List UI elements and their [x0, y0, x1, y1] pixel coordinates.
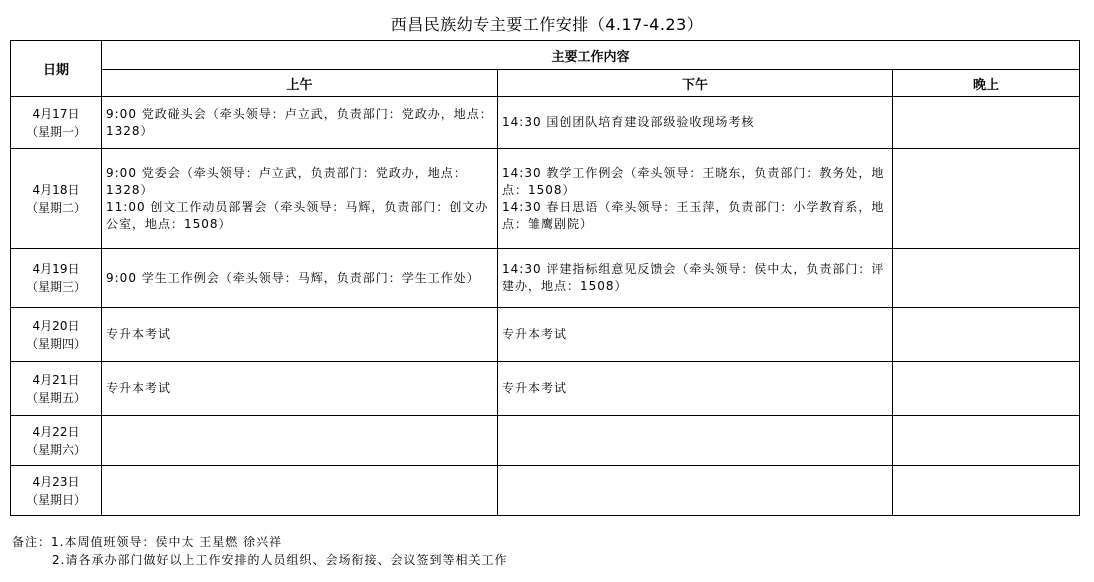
afternoon-cell	[498, 466, 893, 516]
date-header: 日期	[11, 41, 102, 97]
table-row	[11, 362, 1080, 416]
note-line-1: 备注：1.本周值班领导：侯中太 王星燃 徐兴祥	[12, 535, 283, 549]
weekday-label: （星期二）	[25, 200, 86, 215]
weekday-label: （星期日）	[25, 492, 86, 507]
evening-cell	[893, 466, 1080, 516]
weekday-label: （星期三）	[25, 280, 86, 294]
afternoon-entry: 14:30 评建指标组意见反馈会（牵头领导：侯中太，负责部门：评建办，地点：1508）	[502, 262, 885, 293]
weekday-label: （星期六）	[25, 442, 86, 457]
weekday-label: （星期一）	[25, 124, 86, 139]
date-label: 4月17日	[32, 106, 80, 121]
table-row	[11, 97, 1080, 149]
afternoon-entry: 14:30 国创团队培育建设部级验收现场考核	[502, 115, 755, 129]
afternoon-cell	[498, 362, 893, 416]
date-cell	[11, 97, 102, 149]
morning-cell	[102, 416, 498, 466]
afternoon-cell	[498, 308, 893, 362]
evening-cell	[893, 416, 1080, 466]
date-label: 4月21日	[32, 372, 80, 387]
table-row	[11, 416, 1080, 466]
evening-cell	[893, 149, 1080, 249]
date-cell	[11, 416, 102, 466]
morning-cell	[102, 466, 498, 516]
morning-cell	[102, 362, 498, 416]
evening-header: 晚上	[893, 70, 1080, 97]
morning-header: 上午	[102, 70, 498, 97]
afternoon-entry: 专升本考试	[502, 327, 568, 341]
date-cell	[11, 466, 102, 516]
afternoon-cell	[498, 416, 893, 466]
afternoon-cell	[498, 249, 893, 308]
morning-entry: 9:00 党政碰头会（牵头领导：卢立武，负责部门：党政办，地点：1328）	[106, 106, 493, 138]
morning-entry: 专升本考试	[106, 381, 172, 395]
afternoon-entry: 14:30 教学工作例会（牵头领导：王晓东，负责部门：教务处，地点：1508）	[502, 165, 885, 197]
table-row	[11, 149, 1080, 249]
evening-cell	[893, 308, 1080, 362]
notes	[12, 533, 507, 569]
date-cell	[11, 149, 102, 249]
morning-cell	[102, 249, 498, 308]
table-row	[11, 249, 1080, 308]
main-content-header: 主要工作内容	[102, 41, 1080, 70]
schedule-table	[10, 40, 1080, 516]
page-title: 西昌民族幼专主要工作安排（4.17-4.23）	[390, 15, 704, 34]
afternoon-cell	[498, 97, 893, 149]
weekday-label: （星期四）	[25, 336, 86, 351]
afternoon-entry: 14:30 春日思语（牵头领导：王玉萍，负责部门：小学教育系，地点：雏鹰剧院）	[502, 199, 885, 231]
afternoon-cell	[498, 149, 893, 249]
date-label: 4月18日	[32, 182, 80, 197]
date-label: 4月19日	[32, 262, 80, 276]
date-cell	[11, 249, 102, 308]
morning-entry: 专升本考试	[106, 327, 172, 341]
morning-entry: 9:00 学生工作例会（牵头领导：马辉，负责部门：学生工作处）	[106, 270, 480, 285]
morning-cell	[102, 149, 498, 249]
evening-cell	[893, 362, 1080, 416]
morning-entry: 9:00 党委会（牵头领导：卢立武，负责部门：党政办，地点：1328）	[106, 165, 467, 197]
weekday-label: （星期五）	[25, 390, 86, 405]
evening-cell	[893, 249, 1080, 308]
morning-cell	[102, 97, 498, 149]
date-label: 4月22日	[32, 424, 80, 439]
table-row	[11, 308, 1080, 362]
date-label: 4月20日	[32, 318, 80, 333]
note-line-2: 2.请各承办部门做好以上工作安排的人员组织、会场衔接、会议签到等相关工作	[52, 553, 508, 567]
morning-cell	[102, 308, 498, 362]
morning-entry: 11:00 创文工作动员部署会（牵头领导：马辉，负责部门：创文办公室，地点：1508）	[106, 199, 489, 231]
evening-cell	[893, 97, 1080, 149]
table-row	[11, 466, 1080, 516]
afternoon-header: 下午	[498, 70, 893, 97]
date-label: 4月23日	[32, 474, 80, 489]
afternoon-entry: 专升本考试	[502, 381, 568, 395]
date-cell	[11, 362, 102, 416]
date-cell	[11, 308, 102, 362]
